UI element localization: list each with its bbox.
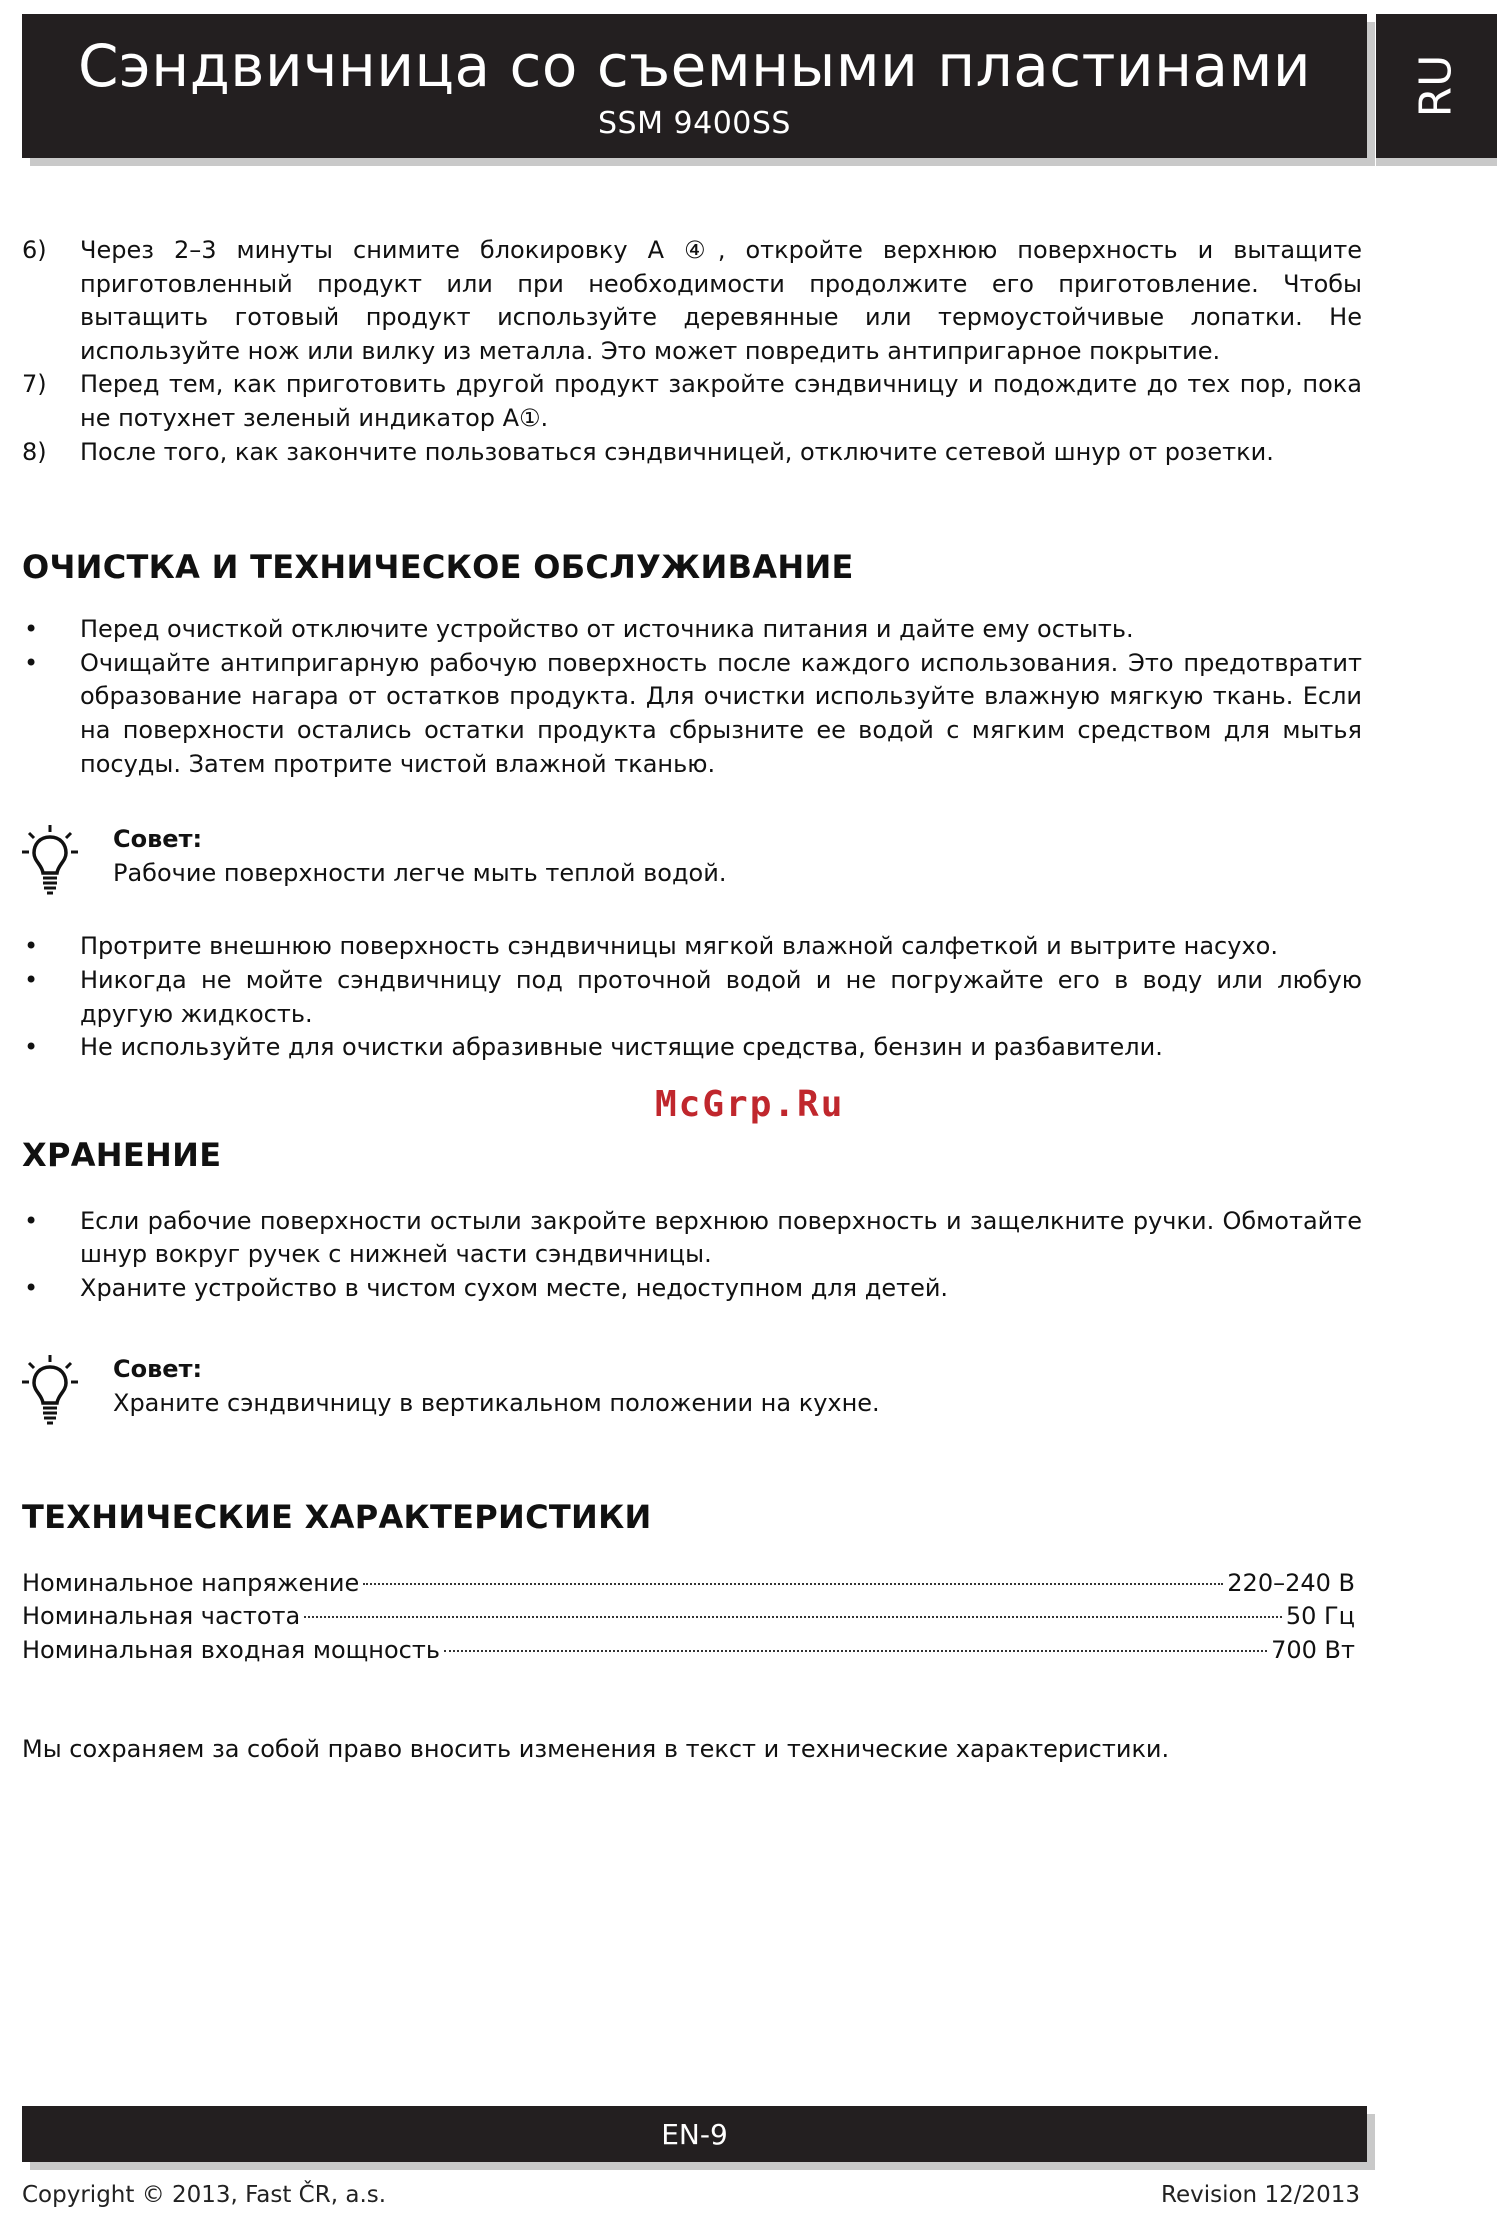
spec-row bbox=[22, 1634, 1355, 1668]
watermark: McGrp.Ru bbox=[655, 1084, 845, 1125]
bullet-text: Перед очисткой отключите устройство от источника питания и дайте ему остыть. bbox=[80, 615, 1134, 644]
step-number: 7) bbox=[22, 370, 47, 399]
tip-text: Рабочие поверхности легче мыть теплой водой. bbox=[113, 858, 727, 887]
revision: Revision 12/2013 bbox=[1161, 2182, 1360, 2208]
spec-value: 50 Гц bbox=[1285, 1602, 1355, 1631]
storage-list bbox=[22, 1205, 1362, 1306]
step-text: Через 2–3 минуты снимите блокировку A ④, откройте верхнюю поверхность и вытащите приготовленный продукт или при необходимости продолжите его приготовление. Чтобы вытащить готовый продукт используйте деревянные или термоустойчивые лопатки. Не используйте нож или вилку из металла. Это может повредить антипригарное покрытие. bbox=[80, 236, 1362, 365]
list-item bbox=[22, 1272, 1362, 1306]
step-number: 8) bbox=[22, 437, 47, 466]
model-number: SSM 9400SS bbox=[598, 106, 791, 141]
tip-label: Совет: bbox=[113, 1355, 203, 1384]
spec-value: 700 Вт bbox=[1271, 1635, 1355, 1664]
bullet: • bbox=[24, 615, 39, 644]
lightbulb-icon bbox=[22, 1355, 78, 1425]
specs-table bbox=[22, 1567, 1362, 1668]
step-number: 6) bbox=[22, 236, 47, 264]
language-label: RU bbox=[1410, 54, 1462, 118]
lightbulb-icon bbox=[22, 825, 78, 895]
bullet-text: Не используйте для очистки абразивные чистящие средства, бензин и разбавители. bbox=[80, 1033, 1163, 1062]
list-item bbox=[22, 234, 1362, 368]
bullet-text: Если рабочие поверхности остыли закройте верхнюю поверхность и защелкните ручки. Обмотайте шнур вокруг ручек с нижней части сэндвичницы. bbox=[80, 1206, 1362, 1269]
header-bar bbox=[22, 14, 1367, 158]
document-title: Сэндвичница со съемными пластинами bbox=[77, 32, 1312, 100]
leader-dots bbox=[444, 1650, 1267, 1652]
footer-bar bbox=[22, 2106, 1367, 2162]
leader-dots bbox=[363, 1583, 1223, 1585]
spec-value: 220–240 В bbox=[1227, 1568, 1355, 1597]
bullet: • bbox=[24, 1206, 39, 1235]
bullet-text: Протрите внешнюю поверхность сэндвичницы мягкой влажной салфеткой и вытрите насухо. bbox=[80, 932, 1278, 961]
bullet: • bbox=[24, 648, 39, 677]
disclaimer: Мы сохраняем за собой право вносить изменения в текст и технические характеристики. bbox=[22, 1735, 1170, 1764]
spec-label: Номинальная входная мощность bbox=[22, 1635, 440, 1664]
specs-heading: ТЕХНИЧЕСКИЕ ХАРАКТЕРИСТИКИ bbox=[22, 1497, 652, 1536]
copyright: Copyright © 2013, Fast ČR, a.s. bbox=[22, 2182, 387, 2208]
page-number: EN-9 bbox=[661, 2118, 728, 2151]
list-item bbox=[22, 436, 1362, 470]
spec-row bbox=[22, 1600, 1355, 1634]
tip-box bbox=[22, 823, 1362, 890]
list-item bbox=[22, 930, 1362, 964]
step-text: Перед тем, как приготовить другой продукт закройте сэндвичницу и подождите до тех пор, пока не потухнет зеленый индикатор A①. bbox=[80, 370, 1362, 432]
cleaning-list-2 bbox=[22, 930, 1362, 1064]
list-item bbox=[22, 368, 1362, 435]
bullet-text: Очищайте антипригарную рабочую поверхность после каждого использования. Это предотвратит образование нагара от остатков продукта. Для очистки используйте влажную мягкую ткань. Если на поверхности остались остатки продукта сбрызните ее водой с мягким средством для мытья посуды. Затем протрите чистой влажной тканью. bbox=[80, 648, 1362, 778]
page-content bbox=[22, 234, 1362, 1767]
bullet-text: Никогда не мойте сэндвичницу под проточной водой и не погружайте его в воду или любую другую жидкость. bbox=[80, 965, 1362, 1028]
list-item bbox=[22, 964, 1362, 1031]
spec-label: Номинальное напряжение bbox=[22, 1568, 360, 1597]
language-tab bbox=[1376, 14, 1497, 158]
cleaning-heading: ОЧИСТКА И ТЕХНИЧЕСКОЕ ОБСЛУЖИВАНИЕ bbox=[22, 548, 854, 587]
tip-box bbox=[22, 1353, 1362, 1420]
cleaning-list bbox=[22, 613, 1362, 781]
bullet: • bbox=[24, 965, 39, 994]
spec-row bbox=[22, 1567, 1355, 1601]
tip-label: Совет: bbox=[113, 825, 203, 854]
steps-list bbox=[22, 234, 1362, 469]
tip-text: Храните сэндвичницу в вертикальном положении на кухне. bbox=[113, 1389, 880, 1418]
list-item bbox=[22, 1031, 1362, 1065]
bullet: • bbox=[24, 1273, 39, 1302]
list-item bbox=[22, 1205, 1362, 1272]
leader-dots bbox=[304, 1616, 1282, 1618]
storage-heading: ХРАНЕНИЕ bbox=[22, 1135, 222, 1174]
spec-label: Номинальная частота bbox=[22, 1602, 301, 1631]
list-item bbox=[22, 613, 1362, 647]
step-text: После того, как закончите пользоваться сэндвичницей, отключите сетевой шнур от розетки. bbox=[80, 437, 1274, 466]
list-item bbox=[22, 647, 1362, 781]
bullet: • bbox=[24, 1033, 39, 1062]
bullet: • bbox=[24, 932, 39, 961]
bullet-text: Храните устройство в чистом сухом месте, недоступном для детей. bbox=[80, 1273, 949, 1302]
